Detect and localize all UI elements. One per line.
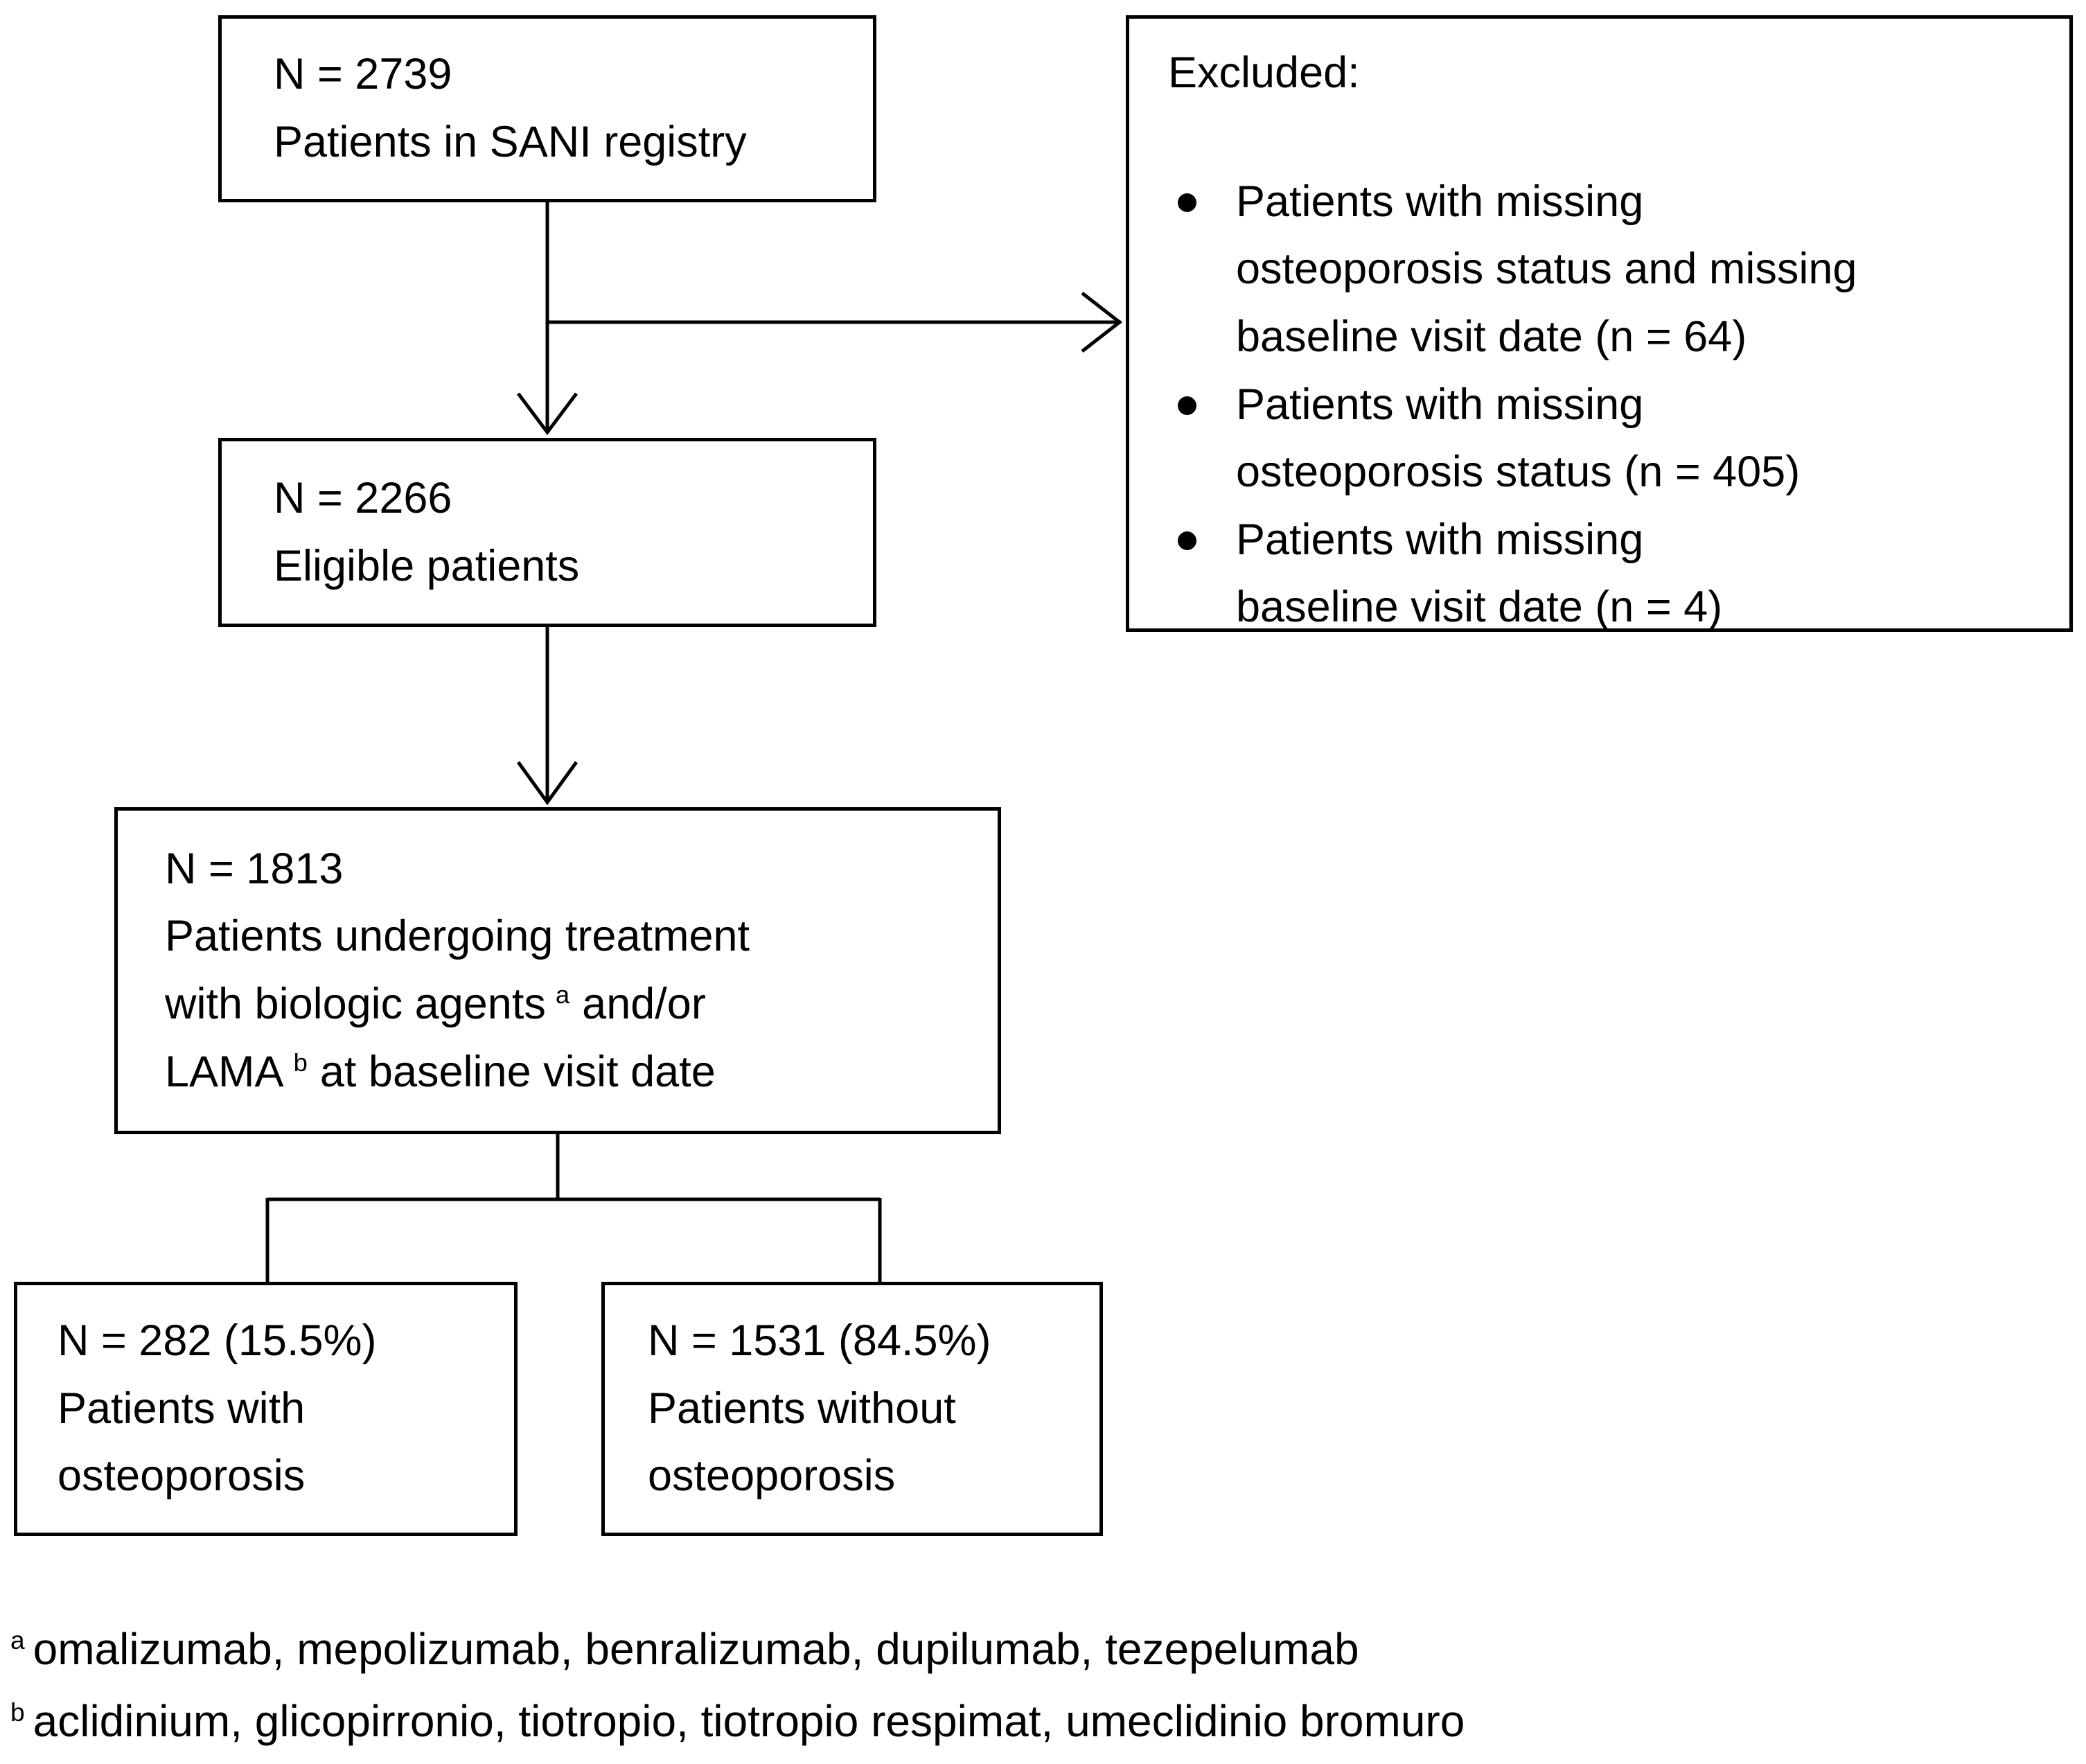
registry-box [218, 15, 876, 202]
with-osteoporosis-label: Patients with osteoporosis [58, 1384, 306, 1501]
eligible-label: Eligible patients [274, 541, 580, 590]
arrow-down-icon [518, 762, 576, 802]
footnote-b-marker: b [10, 1697, 25, 1727]
arrow-down-icon [518, 394, 576, 432]
eligible-count: N = 2266 [274, 473, 452, 522]
treatment-label-line1: Patients undergoing treatment [165, 912, 750, 961]
treatment-label-line3-tail: at baseline visit date [319, 1047, 716, 1096]
excluded-item [1168, 371, 2010, 506]
footnote-b-text: aclidinium, glicopirronio, tiotropio, tiotropio respimat, umeclidinio bromuro [33, 1696, 1465, 1746]
excluded-box [1126, 15, 2073, 632]
excluded-item-text: Patients with missing osteoporosis status (n = 405) [1236, 380, 1801, 497]
with-osteoporosis-box [14, 1282, 518, 1536]
excluded-item [1168, 506, 2010, 642]
bullet-icon [1178, 193, 1196, 212]
excluded-item-text: Patients with missing baseline visit date (n = 4) [1236, 515, 1723, 632]
eligible-box [218, 438, 876, 627]
footnote-a-text: omalizumab, mepolizumab, benralizumab, dupilumab, tezepelumab [33, 1624, 1359, 1674]
treatment-box [114, 807, 1001, 1134]
treatment-label-line2: with biologic agents [165, 980, 546, 1028]
footnote-b [10, 1696, 1465, 1746]
excluded-item-text: Patients with missing osteoporosis status and missing baseline visit date (n = 64) [1236, 177, 1857, 361]
excluded-list [1168, 168, 2010, 642]
bullet-icon [1178, 531, 1196, 550]
bullet-icon [1178, 396, 1196, 415]
registry-label: Patients in SANI registry [274, 118, 747, 166]
footnote-marker-b: b [293, 1048, 308, 1077]
without-osteoporosis-label: Patients without osteoporosis [648, 1384, 956, 1501]
treatment-count: N = 1813 [165, 844, 344, 893]
registry-count: N = 2739 [274, 50, 452, 99]
without-osteoporosis-box [601, 1282, 1103, 1536]
footnote-a-marker: a [10, 1625, 25, 1655]
treatment-label [165, 903, 998, 1106]
arrow-right-icon [1082, 293, 1120, 351]
excluded-title: Excluded: [1168, 48, 1360, 97]
footnote-a [10, 1624, 1359, 1674]
footnote-marker-a: a [555, 980, 570, 1009]
with-osteoporosis-count: N = 282 (15.5%) [58, 1316, 377, 1366]
excluded-item [1168, 168, 2010, 371]
treatment-label-line3: LAMA [165, 1047, 284, 1096]
treatment-label-line2-tail: and/or [582, 980, 706, 1028]
without-osteoporosis-count: N = 1531 (84.5%) [648, 1316, 991, 1366]
